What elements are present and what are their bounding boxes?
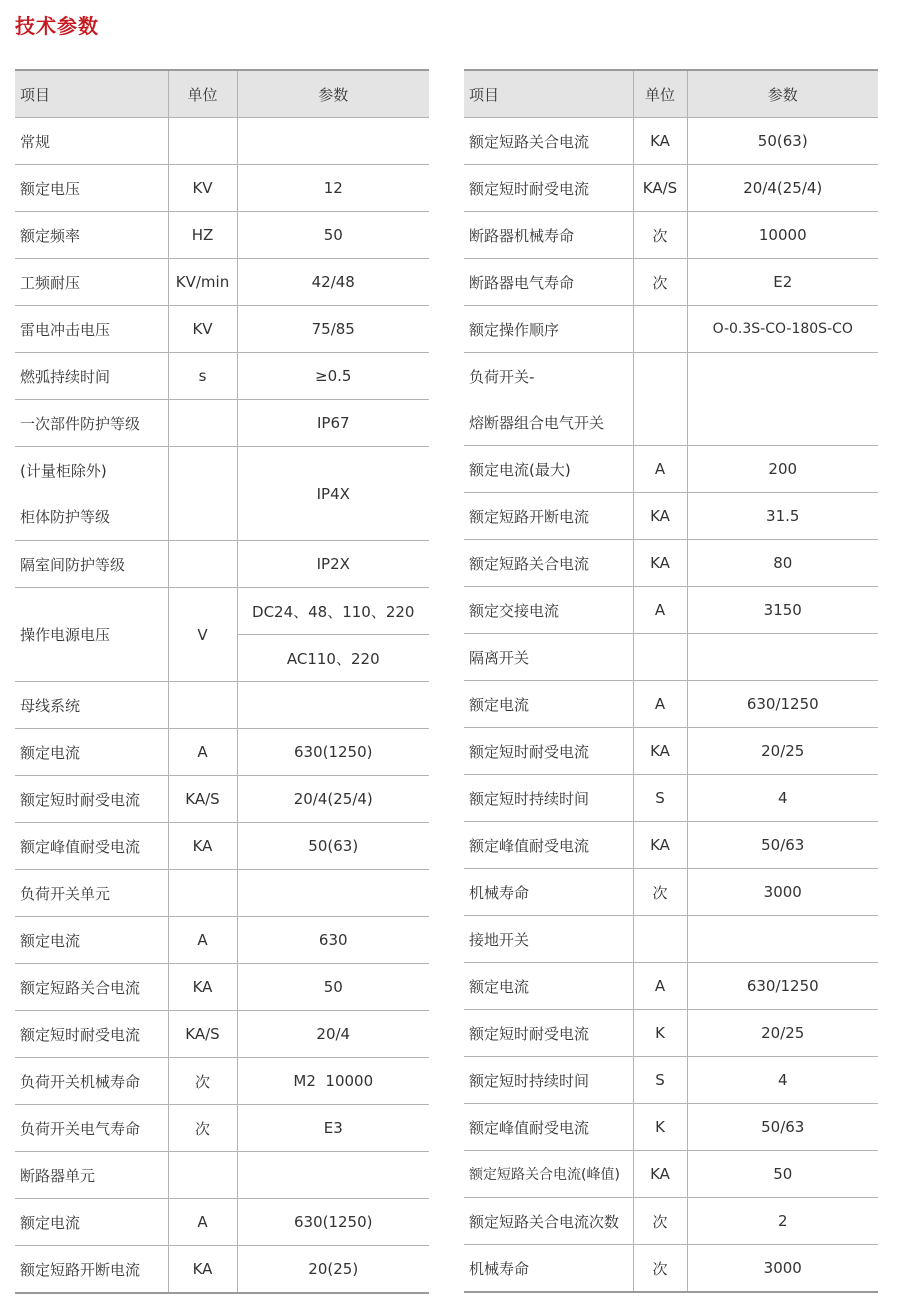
param-cell: 630(1250)	[237, 729, 429, 776]
item-cell: 母线系统	[15, 682, 168, 729]
param-cell: E2	[687, 259, 878, 306]
item-cell: 负荷开关单元	[15, 870, 168, 917]
unit-cell	[168, 400, 237, 447]
item-cell: 燃弧持续时间	[15, 353, 168, 400]
spec-table-right	[464, 69, 878, 1293]
param-cell: 50(63)	[237, 823, 429, 870]
item-cell: 额定峰值耐受电流	[464, 1104, 633, 1151]
param-cell: 3000	[687, 869, 878, 916]
table-row	[464, 493, 878, 540]
unit-cell	[633, 634, 687, 681]
param-cell: M2 10000	[237, 1058, 429, 1105]
item-cell: 额定短路关合电流	[464, 540, 633, 587]
table-row	[15, 118, 429, 165]
unit-cell: HZ	[168, 212, 237, 259]
table-row	[15, 400, 429, 447]
param-cell: E3	[237, 1105, 429, 1152]
item-cell: 接地开关	[464, 916, 633, 963]
item-cell: 额定电流	[464, 681, 633, 728]
table-row	[15, 588, 429, 635]
table-row	[464, 1198, 878, 1245]
unit-cell: KA	[168, 964, 237, 1011]
param-cell: IP67	[237, 400, 429, 447]
unit-cell: 次	[633, 212, 687, 259]
table-row	[464, 118, 878, 165]
unit-cell: KA/S	[168, 776, 237, 823]
table-row	[15, 870, 429, 917]
item-cell: 隔离开关	[464, 634, 633, 681]
param-cell: 630	[237, 917, 429, 964]
table-row	[464, 1104, 878, 1151]
item-cell: 雷电冲击电压	[15, 306, 168, 353]
param-cell: 50/63	[687, 822, 878, 869]
unit-cell	[168, 118, 237, 165]
unit-cell: KV	[168, 306, 237, 353]
unit-cell: K	[633, 1010, 687, 1057]
param-cell: AC110、220	[237, 635, 429, 682]
param-cell	[687, 916, 878, 963]
param-cell: 50	[687, 1151, 878, 1198]
param-cell: 630/1250	[687, 681, 878, 728]
item-cell: 额定短时耐受电流	[464, 165, 633, 212]
table-row	[464, 775, 878, 822]
table-row	[15, 1058, 429, 1105]
param-cell: 10000	[687, 212, 878, 259]
param-cell: 20/25	[687, 728, 878, 775]
table-row	[464, 681, 878, 728]
table-row	[15, 964, 429, 1011]
table-row	[15, 776, 429, 823]
unit-cell: 次	[633, 1245, 687, 1293]
param-cell: O-0.3S-CO-180S-CO	[687, 306, 878, 353]
table-header-row	[15, 70, 429, 118]
table-row	[464, 634, 878, 681]
unit-cell: K	[633, 1104, 687, 1151]
param-cell: 31.5	[687, 493, 878, 540]
param-cell: 50	[237, 964, 429, 1011]
unit-cell: KA	[168, 1246, 237, 1294]
table-row	[464, 1010, 878, 1057]
unit-cell: A	[168, 1199, 237, 1246]
param-cell: 20/4(25/4)	[687, 165, 878, 212]
unit-cell: KA	[633, 493, 687, 540]
param-cell: 20/4(25/4)	[237, 776, 429, 823]
table-row	[464, 165, 878, 212]
unit-cell: KA	[633, 1151, 687, 1198]
unit-cell: A	[633, 587, 687, 634]
table-row	[464, 353, 878, 400]
item-cell: 机械寿命	[464, 869, 633, 916]
item-cell: 负荷开关-	[464, 353, 633, 400]
unit-cell: KV/min	[168, 259, 237, 306]
unit-cell: A	[633, 963, 687, 1010]
table-row	[15, 1199, 429, 1246]
unit-cell	[168, 870, 237, 917]
unit-cell	[168, 447, 237, 541]
table-row	[464, 1151, 878, 1198]
table-row	[15, 165, 429, 212]
unit-cell: 次	[633, 259, 687, 306]
item-cell: 额定电流	[15, 917, 168, 964]
unit-cell: KA	[633, 728, 687, 775]
table-row	[15, 1152, 429, 1199]
table-row	[464, 869, 878, 916]
table-row	[15, 917, 429, 964]
item-cell: 额定短路开断电流	[464, 493, 633, 540]
item-cell: 额定交接电流	[464, 587, 633, 634]
param-cell: 50	[237, 212, 429, 259]
table-row	[15, 212, 429, 259]
param-cell: ≥0.5	[237, 353, 429, 400]
param-cell: DC24、48、110、220	[237, 588, 429, 635]
unit-cell: KA/S	[633, 165, 687, 212]
param-cell: 630/1250	[687, 963, 878, 1010]
table-row	[464, 963, 878, 1010]
item-cell: 额定电流	[464, 963, 633, 1010]
item-cell: 负荷开关电气寿命	[15, 1105, 168, 1152]
header-item: 项目	[464, 70, 633, 118]
table-row	[464, 212, 878, 259]
item-cell: 额定短路关合电流	[15, 964, 168, 1011]
param-cell: 200	[687, 446, 878, 493]
table-row	[15, 1246, 429, 1294]
item-cell: 额定电流	[15, 1199, 168, 1246]
param-cell: 50(63)	[687, 118, 878, 165]
table-row	[464, 540, 878, 587]
param-cell: 3150	[687, 587, 878, 634]
unit-cell: A	[633, 681, 687, 728]
item-cell: 额定短路关合电流	[464, 118, 633, 165]
item-cell: 额定电流	[15, 729, 168, 776]
item-cell: 额定短时持续时间	[464, 1057, 633, 1104]
param-cell: 80	[687, 540, 878, 587]
unit-cell: A	[168, 729, 237, 776]
item-cell: 负荷开关机械寿命	[15, 1058, 168, 1105]
param-cell: 12	[237, 165, 429, 212]
header-item: 项目	[15, 70, 168, 118]
param-cell	[687, 353, 878, 446]
table-row	[15, 823, 429, 870]
table-row	[464, 1057, 878, 1104]
unit-cell	[168, 1152, 237, 1199]
param-cell: IP4X	[237, 447, 429, 541]
item-cell: 额定短路关合电流次数	[464, 1198, 633, 1245]
table-row	[464, 822, 878, 869]
item-cell: 常规	[15, 118, 168, 165]
unit-cell: S	[633, 775, 687, 822]
item-cell: 额定短时耐受电流	[464, 1010, 633, 1057]
table-row	[15, 447, 429, 541]
unit-cell: 次	[168, 1058, 237, 1105]
table-row	[464, 587, 878, 634]
item-cell: 工频耐压	[15, 259, 168, 306]
item-cell: 一次部件防护等级	[15, 400, 168, 447]
item-cell: 断路器机械寿命	[464, 212, 633, 259]
header-param: 参数	[687, 70, 878, 118]
item-cell: 额定短时耐受电流	[464, 728, 633, 775]
table-row	[15, 541, 429, 588]
item-line: 柜体防护等级	[20, 507, 111, 526]
item-cell: 额定电流(最大)	[464, 446, 633, 493]
param-cell	[237, 870, 429, 917]
header-unit: 单位	[633, 70, 687, 118]
item-cell: 额定短路开断电流	[15, 1246, 168, 1294]
spec-table-left	[15, 69, 429, 1294]
param-cell: 20(25)	[237, 1246, 429, 1294]
param-cell: 630(1250)	[237, 1199, 429, 1246]
header-param: 参数	[237, 70, 429, 118]
param-cell: 4	[687, 1057, 878, 1104]
item-cell-multiline	[15, 447, 168, 541]
param-cell: IP2X	[237, 541, 429, 588]
unit-cell	[633, 306, 687, 353]
param-cell	[237, 1152, 429, 1199]
item-cell: 额定短时持续时间	[464, 775, 633, 822]
item-cell: 额定频率	[15, 212, 168, 259]
page-title: 技术参数	[15, 14, 99, 38]
unit-cell	[633, 916, 687, 963]
item-cell: 额定短时耐受电流	[15, 1011, 168, 1058]
unit-cell	[168, 682, 237, 729]
item-cell: 机械寿命	[464, 1245, 633, 1293]
param-cell: 42/48	[237, 259, 429, 306]
param-cell: 4	[687, 775, 878, 822]
unit-cell: KV	[168, 165, 237, 212]
table-row	[15, 1105, 429, 1152]
item-line: (计量柜除外)	[20, 461, 107, 480]
param-cell: 20/25	[687, 1010, 878, 1057]
unit-cell: A	[168, 917, 237, 964]
table-row	[464, 446, 878, 493]
unit-cell: A	[633, 446, 687, 493]
unit-cell	[168, 541, 237, 588]
table-row	[464, 259, 878, 306]
item-cell: 操作电源电压	[15, 588, 168, 682]
item-cell: 额定短路关合电流(峰值)	[464, 1151, 633, 1198]
unit-cell	[633, 353, 687, 446]
table-row	[15, 353, 429, 400]
item-cell: 额定电压	[15, 165, 168, 212]
table-row	[15, 729, 429, 776]
item-cell: 额定操作顺序	[464, 306, 633, 353]
unit-cell: V	[168, 588, 237, 682]
unit-cell: KA	[633, 118, 687, 165]
param-cell	[687, 634, 878, 681]
unit-cell: 次	[633, 869, 687, 916]
unit-cell: 次	[168, 1105, 237, 1152]
unit-cell: KA	[633, 540, 687, 587]
item-cell: 熔断器组合电气开关	[464, 399, 633, 446]
unit-cell: S	[633, 1057, 687, 1104]
param-cell: 3000	[687, 1245, 878, 1293]
param-cell: 20/4	[237, 1011, 429, 1058]
item-cell: 断路器单元	[15, 1152, 168, 1199]
header-unit: 单位	[168, 70, 237, 118]
table-row	[464, 728, 878, 775]
table-row	[464, 306, 878, 353]
unit-cell: KA/S	[168, 1011, 237, 1058]
table-row	[464, 1245, 878, 1293]
unit-cell: KA	[168, 823, 237, 870]
param-cell	[237, 118, 429, 165]
table-row	[15, 259, 429, 306]
table-row	[464, 916, 878, 963]
item-cell: 隔室间防护等级	[15, 541, 168, 588]
unit-cell: KA	[633, 822, 687, 869]
table-row	[15, 682, 429, 729]
item-cell: 额定短时耐受电流	[15, 776, 168, 823]
item-cell: 额定峰值耐受电流	[464, 822, 633, 869]
unit-cell: 次	[633, 1198, 687, 1245]
table-row	[15, 306, 429, 353]
param-cell: 2	[687, 1198, 878, 1245]
param-cell: 75/85	[237, 306, 429, 353]
item-cell: 断路器电气寿命	[464, 259, 633, 306]
param-cell: 50/63	[687, 1104, 878, 1151]
unit-cell: s	[168, 353, 237, 400]
table-row	[15, 1011, 429, 1058]
table-header-row	[464, 70, 878, 118]
param-cell	[237, 682, 429, 729]
item-cell: 额定峰值耐受电流	[15, 823, 168, 870]
